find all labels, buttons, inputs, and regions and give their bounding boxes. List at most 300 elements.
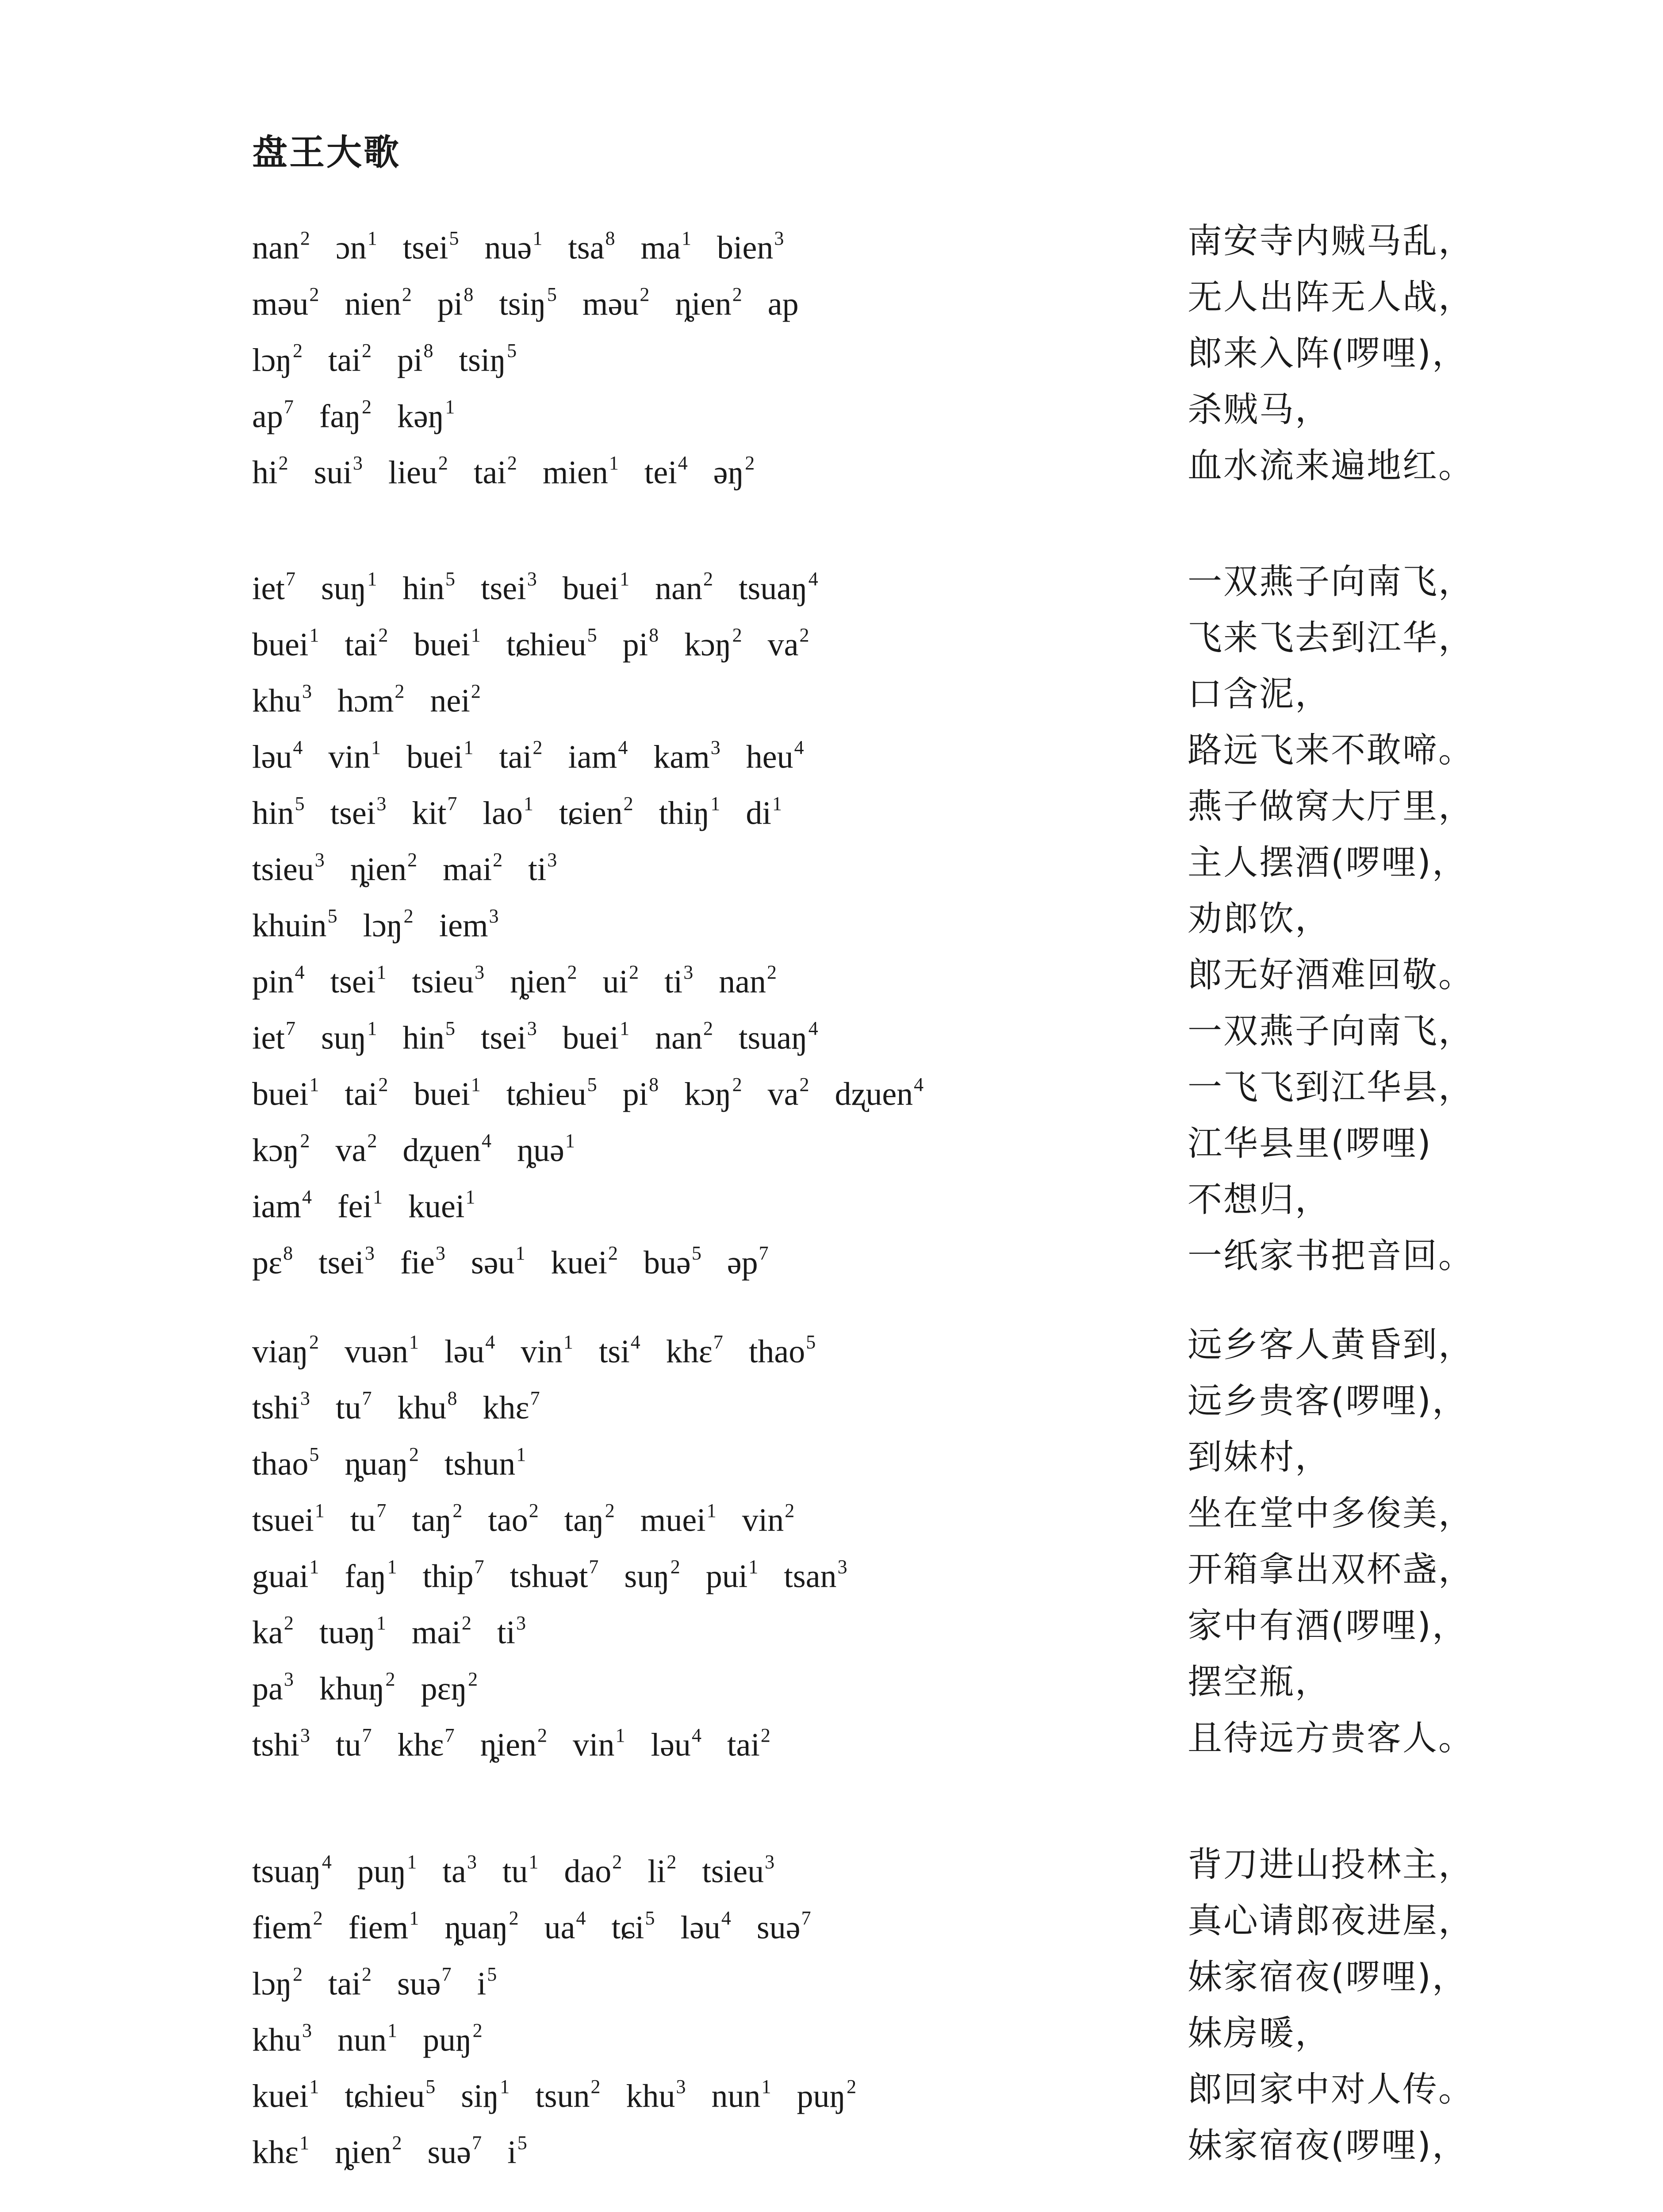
syllable [252,388,294,439]
chinese-translation: 江华县里(啰哩) [1188,1124,1432,1164]
syllable [471,1234,525,1285]
syllable-text: iem [439,907,488,944]
tone-number: 2 [760,1724,770,1746]
tone-number: 2 [403,905,414,927]
chinese-translation: 杀贼马， [1188,390,1331,430]
syllable-text: faŋ [319,398,361,435]
tone-number: 1 [620,568,630,590]
syllable [719,953,777,1004]
syllable [330,953,387,1004]
syllable-text: muei [640,1502,706,1539]
tone-number: 5 [449,227,459,249]
syllable [506,616,597,667]
tone-number: 2 [667,1851,677,1873]
phonetic-transcription [252,616,835,667]
phonetic-transcription [252,2124,553,2175]
syllable [406,728,473,780]
syllable [442,1843,476,1894]
chinese-translation: 一飞飞到江华县， [1188,1068,1475,1107]
syllable [497,1604,526,1655]
syllable-text: buei [562,570,619,607]
tone-number: 1 [373,1186,383,1208]
syllable [388,444,448,495]
syllable [252,1435,319,1486]
phonetic-transcription [252,331,542,383]
syllable [564,1843,622,1894]
tone-number: 2 [785,1500,795,1521]
tone-number: 2 [309,1331,319,1353]
syllable [345,1548,397,1599]
syllable [252,728,303,780]
chinese-translation: 口含泥， [1188,674,1331,714]
syllable [252,2124,309,2175]
syllable [252,784,305,836]
syllable-text: khu [626,2078,675,2115]
syllable-text: nun [711,2078,761,2115]
syllable [397,1716,454,1767]
tone-number: 4 [691,1724,701,1746]
phonetic-transcription [252,897,525,948]
tone-number: 1 [681,227,691,249]
tone-number: 2 [438,452,448,474]
syllable-text: tei [644,454,677,491]
tone-number: 2 [407,849,418,871]
verse-line [0,1323,1663,1379]
tone-number: 2 [361,340,372,361]
syllable-text: i [507,2134,517,2171]
phonetic-transcription [252,1548,873,1599]
syllable [319,1660,395,1711]
syllable-text: hin [402,570,444,607]
tone-number: 2 [471,680,481,702]
tone-number: 7 [362,1724,372,1746]
syllable-text: ma [640,230,681,266]
tone-number: 2 [284,1612,294,1634]
syllable [252,616,319,667]
syllable [439,897,499,948]
syllable-text: fei [337,1188,372,1225]
syllable-text: tai [345,1076,378,1113]
syllable [444,1323,495,1374]
verse-line [0,897,1663,953]
syllable-text: tu [335,1390,361,1426]
syllable [582,275,649,326]
syllable-text: tai [499,739,532,776]
syllable-text: ləu [252,739,292,776]
tone-number: 2 [567,961,577,983]
chinese-translation: 郎回家中对人传。 [1188,2070,1475,2109]
syllable-text: kəŋ [397,398,444,435]
syllable [797,2067,857,2119]
phonetic-transcription [252,672,506,723]
syllable-text: ɔn [335,230,367,266]
syllable-text: pa [252,1671,283,1707]
phonetic-transcription [252,1716,796,1767]
syllable [252,1660,294,1711]
syllable-text: tsuaŋ [738,1020,808,1056]
verse-line [0,1660,1663,1716]
syllable-text: tai [727,1727,760,1763]
phonetic-transcription [252,841,582,892]
syllable-text: buei [414,626,470,663]
syllable-text: khuin [252,907,327,944]
syllable-text: tsa [568,230,605,266]
syllable [655,560,713,611]
tone-number: 1 [523,793,533,814]
syllable [644,444,688,495]
tone-number: 2 [378,624,388,646]
syllable-text: tsuaŋ [738,570,808,607]
syllable-text: tshi [252,1390,299,1426]
tone-number: 8 [649,624,659,646]
syllable [345,2067,435,2119]
tone-number: 1 [516,1444,526,1465]
syllable-text: ȵien [480,1727,536,1763]
syllable-text: tsiŋ [499,286,546,323]
tone-number: 1 [309,2076,319,2097]
syllable-text: pi [397,342,423,379]
syllable [319,388,372,439]
tone-number: 4 [576,1907,586,1929]
verse-line [0,331,1663,388]
syllable [252,275,319,326]
tone-number: 1 [471,624,481,646]
phonetic-transcription [252,1955,522,2006]
phonetic-transcription [252,1899,837,1950]
syllable [768,1065,809,1117]
syllable-text: thip [422,1558,474,1595]
tone-number: 1 [371,737,381,758]
syllable-text: fiem [252,1909,312,1946]
tone-number: 2 [507,452,517,474]
syllable [412,1491,462,1543]
syllable-text: hɔm [337,683,394,719]
syllable [717,219,784,270]
stanza [0,560,1663,1290]
tone-number: 7 [713,1331,723,1353]
syllable [484,219,542,270]
tone-number: 1 [367,568,377,590]
syllable [684,1065,742,1117]
syllable-text: pi [622,626,648,663]
syllable-text: mien [542,454,608,491]
syllable [640,1491,717,1543]
syllable [252,1899,323,1950]
syllable [444,1899,518,1950]
verse-line [0,1491,1663,1548]
syllable-text: tɕien [559,795,623,832]
syllable-text: buei [252,1076,309,1113]
syllable [397,1955,452,2006]
tone-number: 1 [772,793,782,814]
syllable-text: əp [727,1244,758,1281]
syllable-text: khu [397,1390,447,1426]
tone-number: 2 [409,1444,419,1465]
syllable [507,2124,527,2175]
syllable-text: tai [473,454,506,491]
verse-line [0,1178,1663,1234]
syllable-text: ȵien [350,851,407,888]
syllable [328,331,372,383]
syllable [252,1121,310,1173]
phonetic-transcription [252,1009,844,1060]
syllable [568,728,628,780]
syllable-text: tɕhieu [506,626,586,663]
syllable-text: nei [430,683,470,719]
syllable-text: məu [582,286,639,323]
tone-number: 2 [732,624,742,646]
tone-number: 2 [847,2076,857,2097]
syllable-text: dao [564,1853,612,1890]
syllable-text: bien [717,230,774,266]
chinese-translation: 南安寺内贼马乱， [1188,221,1475,261]
syllable-text: ti [497,1614,515,1651]
syllable-text: iet [252,1020,285,1056]
tone-number: 1 [309,624,319,646]
tone-number: 1 [615,1724,625,1746]
syllable [655,1009,713,1060]
tone-number: 7 [285,568,295,590]
syllable-text: taŋ [564,1502,604,1539]
syllable-text: hi [252,454,278,491]
tone-number: 1 [409,1331,419,1353]
tone-number: 3 [676,2076,686,2097]
tone-number: 4 [618,737,628,758]
syllable-text: i [477,1966,487,2002]
syllable [345,1065,388,1117]
syllable [624,1548,680,1599]
tone-number: 2 [313,1907,323,1929]
syllable-text: va [335,1132,367,1169]
syllable-text: puŋ [357,1853,406,1890]
chinese-translation: 远乡贵客(啰哩)， [1188,1381,1468,1421]
tone-number: 2 [670,1556,680,1578]
tone-number: 2 [509,1907,519,1929]
tone-number: 3 [527,1018,537,1039]
syllable [252,1178,312,1229]
tone-number: 7 [376,1500,387,1521]
syllable-text: suŋ [624,1558,670,1595]
syllable [349,1899,419,1950]
chinese-translation: 妹房暖， [1188,2013,1331,2053]
chinese-translation: 远乡客人黄昏到， [1188,1325,1475,1365]
phonetic-transcription [252,219,809,270]
syllable [510,1548,599,1599]
syllable [739,1009,818,1060]
syllable-text: buei [414,1076,470,1113]
syllable-text: thao [748,1333,805,1370]
syllable [252,2067,319,2119]
phonetic-transcription [252,275,825,326]
syllable [337,2011,397,2062]
syllable-text: tai [328,342,361,379]
verse-line [0,672,1663,728]
verse-line [0,1899,1663,1955]
syllable-text: tshuət [510,1558,588,1595]
tone-number: 5 [445,568,455,590]
tone-number: 7 [444,1724,455,1746]
syllable [252,841,325,892]
syllable-text: tsuaŋ [252,1853,321,1890]
tone-number: 2 [300,1130,310,1152]
syllable [461,2067,510,2119]
tone-number: 2 [395,680,405,702]
syllable [684,616,742,667]
phonetic-transcription [252,1121,601,1173]
syllable [681,1899,731,1950]
phonetic-transcription [252,1323,841,1374]
phonetic-transcription [252,388,480,439]
syllable [403,219,459,270]
tone-number: 2 [799,1074,809,1095]
syllable [459,331,517,383]
syllable-text: ta [442,1853,466,1890]
verse-line [0,841,1663,897]
verse-line [0,1379,1663,1435]
tone-number: 8 [423,340,433,361]
syllable-text: tɕhieu [345,2078,425,2115]
syllable-text: tsi [598,1333,630,1370]
tone-number: 7 [362,1387,372,1409]
syllable [835,1065,923,1117]
tone-number: 2 [732,1074,742,1095]
syllable [641,219,691,270]
tone-number: 3 [489,905,499,927]
syllable [506,1065,597,1117]
syllable [651,1716,701,1767]
phonetic-transcription [252,1435,552,1486]
syllable [746,728,804,780]
verse-line [0,1716,1663,1772]
tone-number: 3 [302,2020,312,2041]
tone-number: 2 [468,1668,478,1690]
syllable [337,672,404,723]
tone-number: 5 [806,1331,816,1353]
tone-number: 3 [300,1387,310,1409]
syllable [402,1121,491,1173]
tone-number: 4 [808,1018,818,1039]
verse-line [0,728,1663,784]
tone-number: 3 [467,1851,477,1873]
tone-number: 3 [302,680,312,702]
chinese-translation: 摆空瓶， [1188,1662,1331,1702]
syllable-text: tsan [784,1558,837,1595]
syllable [568,219,615,270]
syllable [328,728,381,780]
syllable-text: tu [335,1727,361,1763]
tone-number: 1 [706,1500,717,1521]
syllable-text: faŋ [345,1558,387,1595]
syllable [749,1323,816,1374]
tone-number: 2 [590,2076,601,2097]
syllable [517,1121,575,1173]
tone-number: 2 [732,284,742,305]
syllable-text: tsei [480,1020,526,1056]
syllable [423,2011,483,2062]
tone-number: 1 [314,1500,325,1521]
syllable-text: khɛ [252,2134,299,2171]
syllable-text: ȵuə [517,1132,564,1169]
chinese-translation: 劝郎饮， [1188,899,1331,939]
syllable-text: ka [252,1614,283,1651]
tone-number: 2 [533,737,543,758]
syllable [666,1323,723,1374]
syllable [336,1379,372,1430]
tone-number: 1 [748,1556,759,1578]
syllable [443,841,502,892]
syllable [784,1548,847,1599]
syllable-text: nan [655,570,702,607]
tone-number: 8 [649,1074,659,1095]
syllable-text: ləu [444,1333,485,1370]
syllable [739,560,818,611]
chinese-translation: 开箱拿出双杯盏， [1188,1550,1475,1590]
syllable-text: siŋ [461,2078,499,2115]
syllable-text: kuei [551,1244,607,1281]
syllable-text: tsei [480,570,526,607]
chinese-translation: 坐在堂中多俊美， [1188,1494,1475,1533]
verse-line [0,784,1663,841]
syllable-text: taŋ [412,1502,452,1539]
syllable [713,444,755,495]
syllable [483,1379,540,1430]
syllable-text: tuəŋ [319,1614,376,1651]
syllable [623,1065,659,1117]
syllable-text: vuən [345,1333,408,1370]
syllable-text: pi [622,1076,648,1113]
syllable [336,219,377,270]
phonetic-transcription [252,2011,508,2062]
syllable-text: ȵien [335,2134,391,2171]
chinese-translation: 妹家宿夜(啰哩)， [1188,2126,1468,2166]
tone-number: 4 [721,1907,731,1929]
syllable [612,1899,655,1950]
tone-number: 5 [295,793,305,814]
syllable [427,2124,482,2175]
syllable [408,1178,475,1229]
tone-number: 4 [322,1851,332,1873]
syllable-text: kɔŋ [684,1076,732,1113]
chinese-translation: 飞来飞去到江华， [1188,618,1475,658]
syllable [412,953,484,1004]
tone-number: 2 [293,1963,303,1985]
tone-number: 2 [605,1500,615,1521]
syllable-text: buei [562,1020,619,1056]
phonetic-transcription [252,784,808,836]
syllable-text: tsieu [412,964,474,1000]
tone-number: 2 [537,1724,547,1746]
syllable [564,1491,615,1543]
syllable-text: ȵuaŋ [345,1446,408,1482]
syllable-text: ȵien [510,964,567,1000]
syllable-text: ləu [651,1727,691,1763]
syllable [400,1234,445,1285]
tone-number: 2 [402,284,412,305]
syllable [768,616,809,667]
chinese-translation: 妹家宿夜(啰哩)， [1188,1957,1468,1997]
syllable [499,275,557,326]
chinese-translation: 一双燕子向南飞， [1188,1011,1475,1051]
syllable-text: hin [252,795,294,832]
verse-line [0,616,1663,672]
syllable-text: iam [252,1188,301,1225]
syllable [402,1009,455,1060]
tone-number: 1 [515,1242,525,1264]
tone-number: 4 [794,737,804,758]
syllable [444,1435,526,1486]
tone-number: 4 [914,1074,924,1095]
syllable [481,1009,537,1060]
